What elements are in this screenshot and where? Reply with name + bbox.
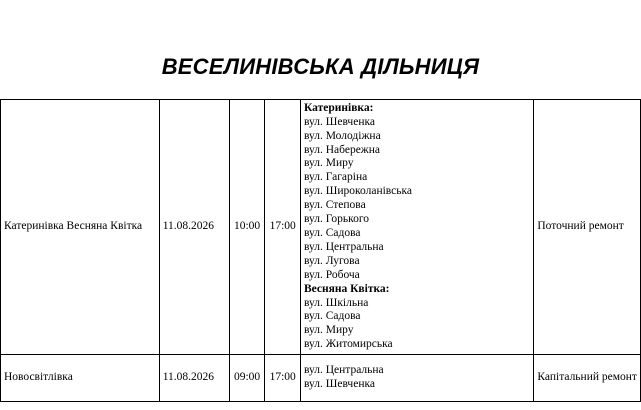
outage-schedule-table	[0, 99, 641, 402]
settlement-name: Катеринівка	[4, 220, 64, 233]
table-row	[1, 100, 641, 355]
village-heading: Катеринівка:	[303, 101, 374, 114]
street-item: вул. Миру	[303, 324, 354, 337]
street-item: вул. Центральна	[303, 364, 384, 377]
street-item: вул. Шкільна	[303, 296, 369, 309]
work-type-cell: Поточний ремонт	[534, 100, 641, 355]
time-from-cell: 09:00	[229, 355, 265, 402]
street-item: вул. Садова	[303, 310, 361, 323]
date-cell: 11.08.2026	[159, 100, 229, 355]
streets-cell	[300, 100, 533, 355]
settlement-cell	[1, 355, 160, 402]
street-item: вул. Широколанівська	[303, 185, 413, 198]
date-cell: 11.08.2026	[159, 355, 229, 402]
street-item: вул. Степова	[303, 199, 366, 212]
time-to-cell: 17:00	[265, 355, 301, 402]
street-item: вул. Житомирська	[303, 338, 393, 351]
street-item: вул. Гагаріна	[303, 171, 368, 184]
street-item: вул. Молодіжна	[303, 129, 381, 142]
settlement-name: Новосвітлівка	[4, 371, 73, 384]
table-row	[1, 355, 641, 402]
street-item: вул. Робоча	[303, 268, 360, 281]
street-item: вул. Горького	[303, 213, 370, 226]
village-heading: Весняна Квітка:	[303, 282, 390, 295]
street-item: вул. Шевченка	[303, 378, 375, 390]
settlement-cell	[1, 100, 160, 355]
street-item: вул. Садова	[303, 227, 361, 239]
street-item: вул. Набережна	[303, 143, 381, 156]
street-item: вул. Миру	[303, 157, 354, 170]
streets-cell	[300, 355, 533, 402]
settlement-name: Весняна Квітка	[66, 220, 143, 233]
street-item: вул. Лугова	[303, 254, 360, 267]
street-item: вул. Шевченка	[303, 115, 375, 128]
time-to-cell: 17:00	[265, 100, 301, 355]
work-type-cell: Капітальний ремонт	[534, 355, 641, 402]
page-title: ВЕСЕЛИНІВСЬКА ДІЛЬНИЦЯ	[161, 54, 480, 79]
street-item: вул. Центральна	[303, 240, 384, 253]
time-from-cell: 10:00	[229, 100, 265, 355]
